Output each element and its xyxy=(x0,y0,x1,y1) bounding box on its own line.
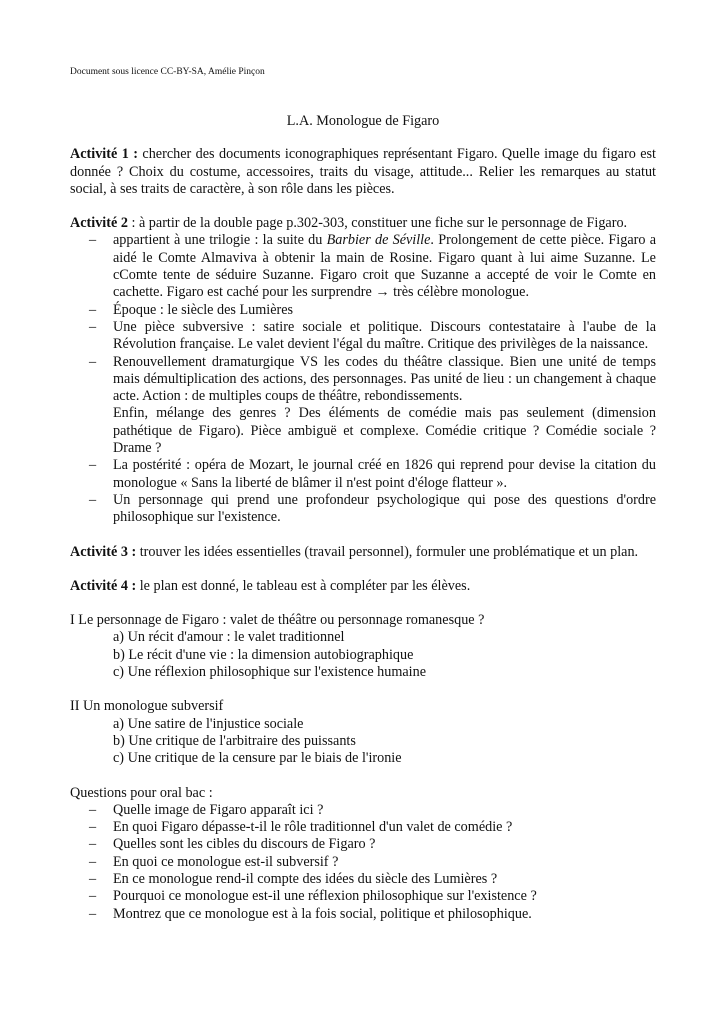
plan-part-2-heading: II Un monologue subversif xyxy=(70,698,224,715)
dash-bullet: – xyxy=(89,801,97,818)
list-item: – Une pièce subversive : satire sociale et politique. Discours contestataire à l'aube de la Révolution française. Le valet devient l'égal du maître. Critique des privilèges de la naissance. xyxy=(89,318,656,353)
question-item: – Quelles sont les cibles du discours de Figaro ? xyxy=(89,836,376,853)
activite-3-label: Activité 3 : xyxy=(70,543,137,560)
activite-1-label: Activité 1 : xyxy=(70,146,138,163)
dash-bullet: – xyxy=(89,836,97,853)
list-item: – Époque : le siècle des Lumières xyxy=(89,301,294,318)
dash-bullet: – xyxy=(89,853,97,870)
plan-item: b) Le récit d'une vie : la dimension autobiographique xyxy=(113,646,414,663)
dash-bullet: – xyxy=(89,457,97,474)
activite-3-text: trouver les idées essentielles (travail personnel), formuler une problématique et un plan. xyxy=(136,543,639,560)
questions-list xyxy=(70,802,656,923)
plan-item: a) Un récit d'amour : le valet traditionnel xyxy=(113,629,345,646)
list-item: – La postérité : opéra de Mozart, le journal créé en 1826 qui reprend pour devise la citation du monologue « Sans la liberté de blâmer il n'est point d'éloge flatteur ». xyxy=(89,457,656,491)
question-item: – Quelle image de Figaro apparaît ici ? xyxy=(89,801,324,818)
dash-bullet: – xyxy=(89,905,97,922)
questions-heading: Questions pour oral bac : xyxy=(70,784,213,801)
dash-bullet: – xyxy=(89,301,97,318)
dash-bullet: – xyxy=(89,491,97,508)
dash-bullet: – xyxy=(89,888,97,905)
question-item: – Pourquoi ce monologue est-il une réflexion philosophique sur l'existence ? xyxy=(89,888,537,905)
activite-4 xyxy=(70,578,656,595)
plan-item: c) Une réflexion philosophique sur l'existence humaine xyxy=(113,664,427,681)
activite-4-label: Activité 4 : xyxy=(70,577,137,594)
question-item: – Montrez que ce monologue est à la fois social, politique et philosophique. xyxy=(89,905,532,922)
plan-item: a) Une satire de l'injustice sociale xyxy=(113,715,304,732)
question-item: – En ce monologue rend-il compte des idées du siècle des Lumières ? xyxy=(89,870,498,887)
dash-bullet: – xyxy=(89,232,97,249)
dash-bullet: – xyxy=(89,318,97,335)
plan-part-1-heading: I Le personnage de Figaro : valet de théâtre ou personnage romanesque ? xyxy=(70,612,485,629)
activite-4-text: le plan est donné, le tableau est à compléter par les élèves. xyxy=(136,577,471,594)
question-item: – En quoi Figaro dépasse-t-il le rôle traditionnel d'un valet de comédie ? xyxy=(89,819,513,836)
dash-bullet: – xyxy=(89,353,97,370)
activite-2-label: Activité 2 xyxy=(70,215,128,232)
activite-3 xyxy=(70,544,656,561)
plan-item: b) Une critique de l'arbitraire des puissants xyxy=(113,732,356,749)
license-header: Document sous licence CC-BY-SA, Amélie Pinçon xyxy=(70,67,265,77)
activite-1-text: chercher des documents iconographiques représentant Figaro. Quelle image du figaro est donnée ? Choix du costume, accessoires, traits du visage, attitude... Relier les remarques au statut social, à ses traits de caractère, à son rôle dans les pièces. xyxy=(70,146,656,197)
list-item: – appartient à une trilogie : la suite du Barbier de Séville. Prolongement de cette pièce. Figaro a aidé le Comte Almaviva à obtenir la main de Rosine. Figaro quant à lui aime Suzanne. Le cComte tente de séduire Suzanne. Figaro croit que Suzanne a accepté de voir le Comte en cachette. Figaro est caché pour les surprendre → très célèbre monologue. xyxy=(89,232,656,301)
dash-bullet: – xyxy=(89,870,97,887)
activite-2-list xyxy=(70,232,656,526)
plan-item: c) Une critique de la censure par le biais de l'ironie xyxy=(113,750,402,767)
activite-1 xyxy=(70,146,656,198)
activite-2 xyxy=(70,215,656,232)
document-title: L.A. Monologue de Figaro xyxy=(286,113,440,129)
document-body xyxy=(70,113,656,923)
list-item: – Un personnage qui prend une profondeur psychologique qui pose des questions d'ordre philosophique sur l'existence. xyxy=(89,491,656,526)
dash-bullet: – xyxy=(89,819,97,836)
activite-2-text: : à partir de la double page p.302-303, constituer une fiche sur le personnage de Figaro. xyxy=(127,215,628,232)
list-item: – Renouvellement dramaturgique VS les codes du théâtre classique. Bien une unité de temps mais démultiplication des actions, des personnages. Pas unité de lieu : un changement à chaque acte. Action : de multiples coups de théâtre, rebondissements. Enfin, mélange des genres ? Des éléments de comédie mais pas seulement (dimension pathétique de Figaro). Pièce ambiguë et complexe. Comédie critique ? Comédie sociale ? Drame ? xyxy=(89,353,656,457)
question-item: – En quoi ce monologue est-il subversif ? xyxy=(89,853,339,870)
